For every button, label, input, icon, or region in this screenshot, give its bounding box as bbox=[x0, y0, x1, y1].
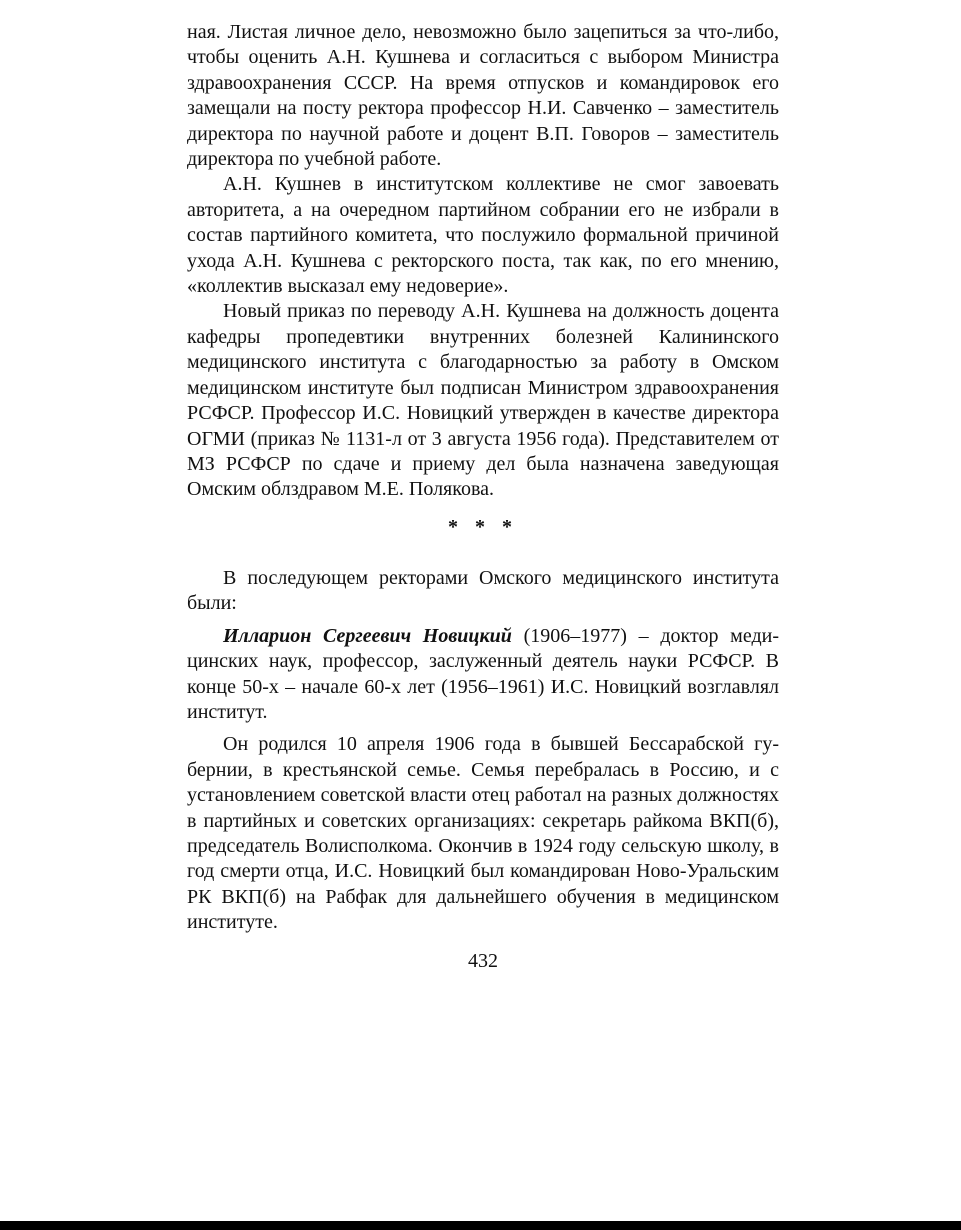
bio-name: Илларион Сергеевич Новицкий bbox=[223, 624, 512, 647]
paragraph-new-order: Новый приказ по переводу А.Н. Кушнева на должность доцента кафедры пропедевтики внутренних болезней Калининского медицинского института с благодарностью за работу в Омском медицинском институте был подписан Министром здравоохранения РСФСР. Профессор И.С. Новицкий утвержден в качестве директора ОГМИ (приказ № 1131-л от 3 августа 1956 года). Представителем от МЗ РСФСР по сдаче и приему дел была назначена заведующая Омским облздравом М.Е. Полякова. bbox=[187, 300, 779, 501]
scan-bottom-border bbox=[0, 1221, 961, 1230]
bio-text: (1906–1977) – доктор медицинских наук, профессор, заслуженный деятель науки РСФСР. В конце 50-х – начале 60-х лет (1956–1961) И.С. Новицкий возглавлял институт. bbox=[187, 624, 779, 724]
page-body-section-two bbox=[187, 566, 779, 936]
paragraph-intro: В последующем ректорами Омского медицинского института были: bbox=[187, 567, 779, 615]
page-number: 432 bbox=[468, 950, 498, 972]
paragraph-bio bbox=[187, 624, 779, 726]
page-body-top bbox=[187, 20, 779, 503]
paragraph-biography-details: Он родился 10 апреля 1906 года в бывшей Бессарабской губернии, в крестьянской семье. Семья перебралась в Россию, и с установлением советской власти отец работал на разных должностях в партийных и советских организациях: секретарь райкома ВКП(б), председатель Волисполкома. Окончив в 1924 году сельскую школу, в год смерти отца, И.С. Новицкий был командирован Ново-Уральским РК ВКП(б) на Рабфак для дальнейшего обучения в медицинском институте. bbox=[187, 733, 779, 934]
section-separator: * * * bbox=[448, 516, 518, 538]
paragraph-kushnev-authority: А.Н. Кушнев в институтском коллективе не смог завоевать авторитета, а на очередном партийном собрании его не избрали в состав партийного комитета, что послужило формальной причиной ухода А.Н. Кушнева с ректорского поста, так как, по его мнению, «коллектив высказал ему недоверие». bbox=[187, 173, 779, 298]
paragraph-continuation: ная. Листая личное дело, невозможно было зацепиться за что-либо, чтобы оценить А.Н. Кушнева и согласиться с выбором Министра здравоохранения СССР. На время отпусков и командировок его замещали на посту ректора профессор Н.И. Савченко – заместитель директора по научной работе и доцент В.П. Говоров – заместитель директора по учебной работе. bbox=[187, 21, 779, 171]
